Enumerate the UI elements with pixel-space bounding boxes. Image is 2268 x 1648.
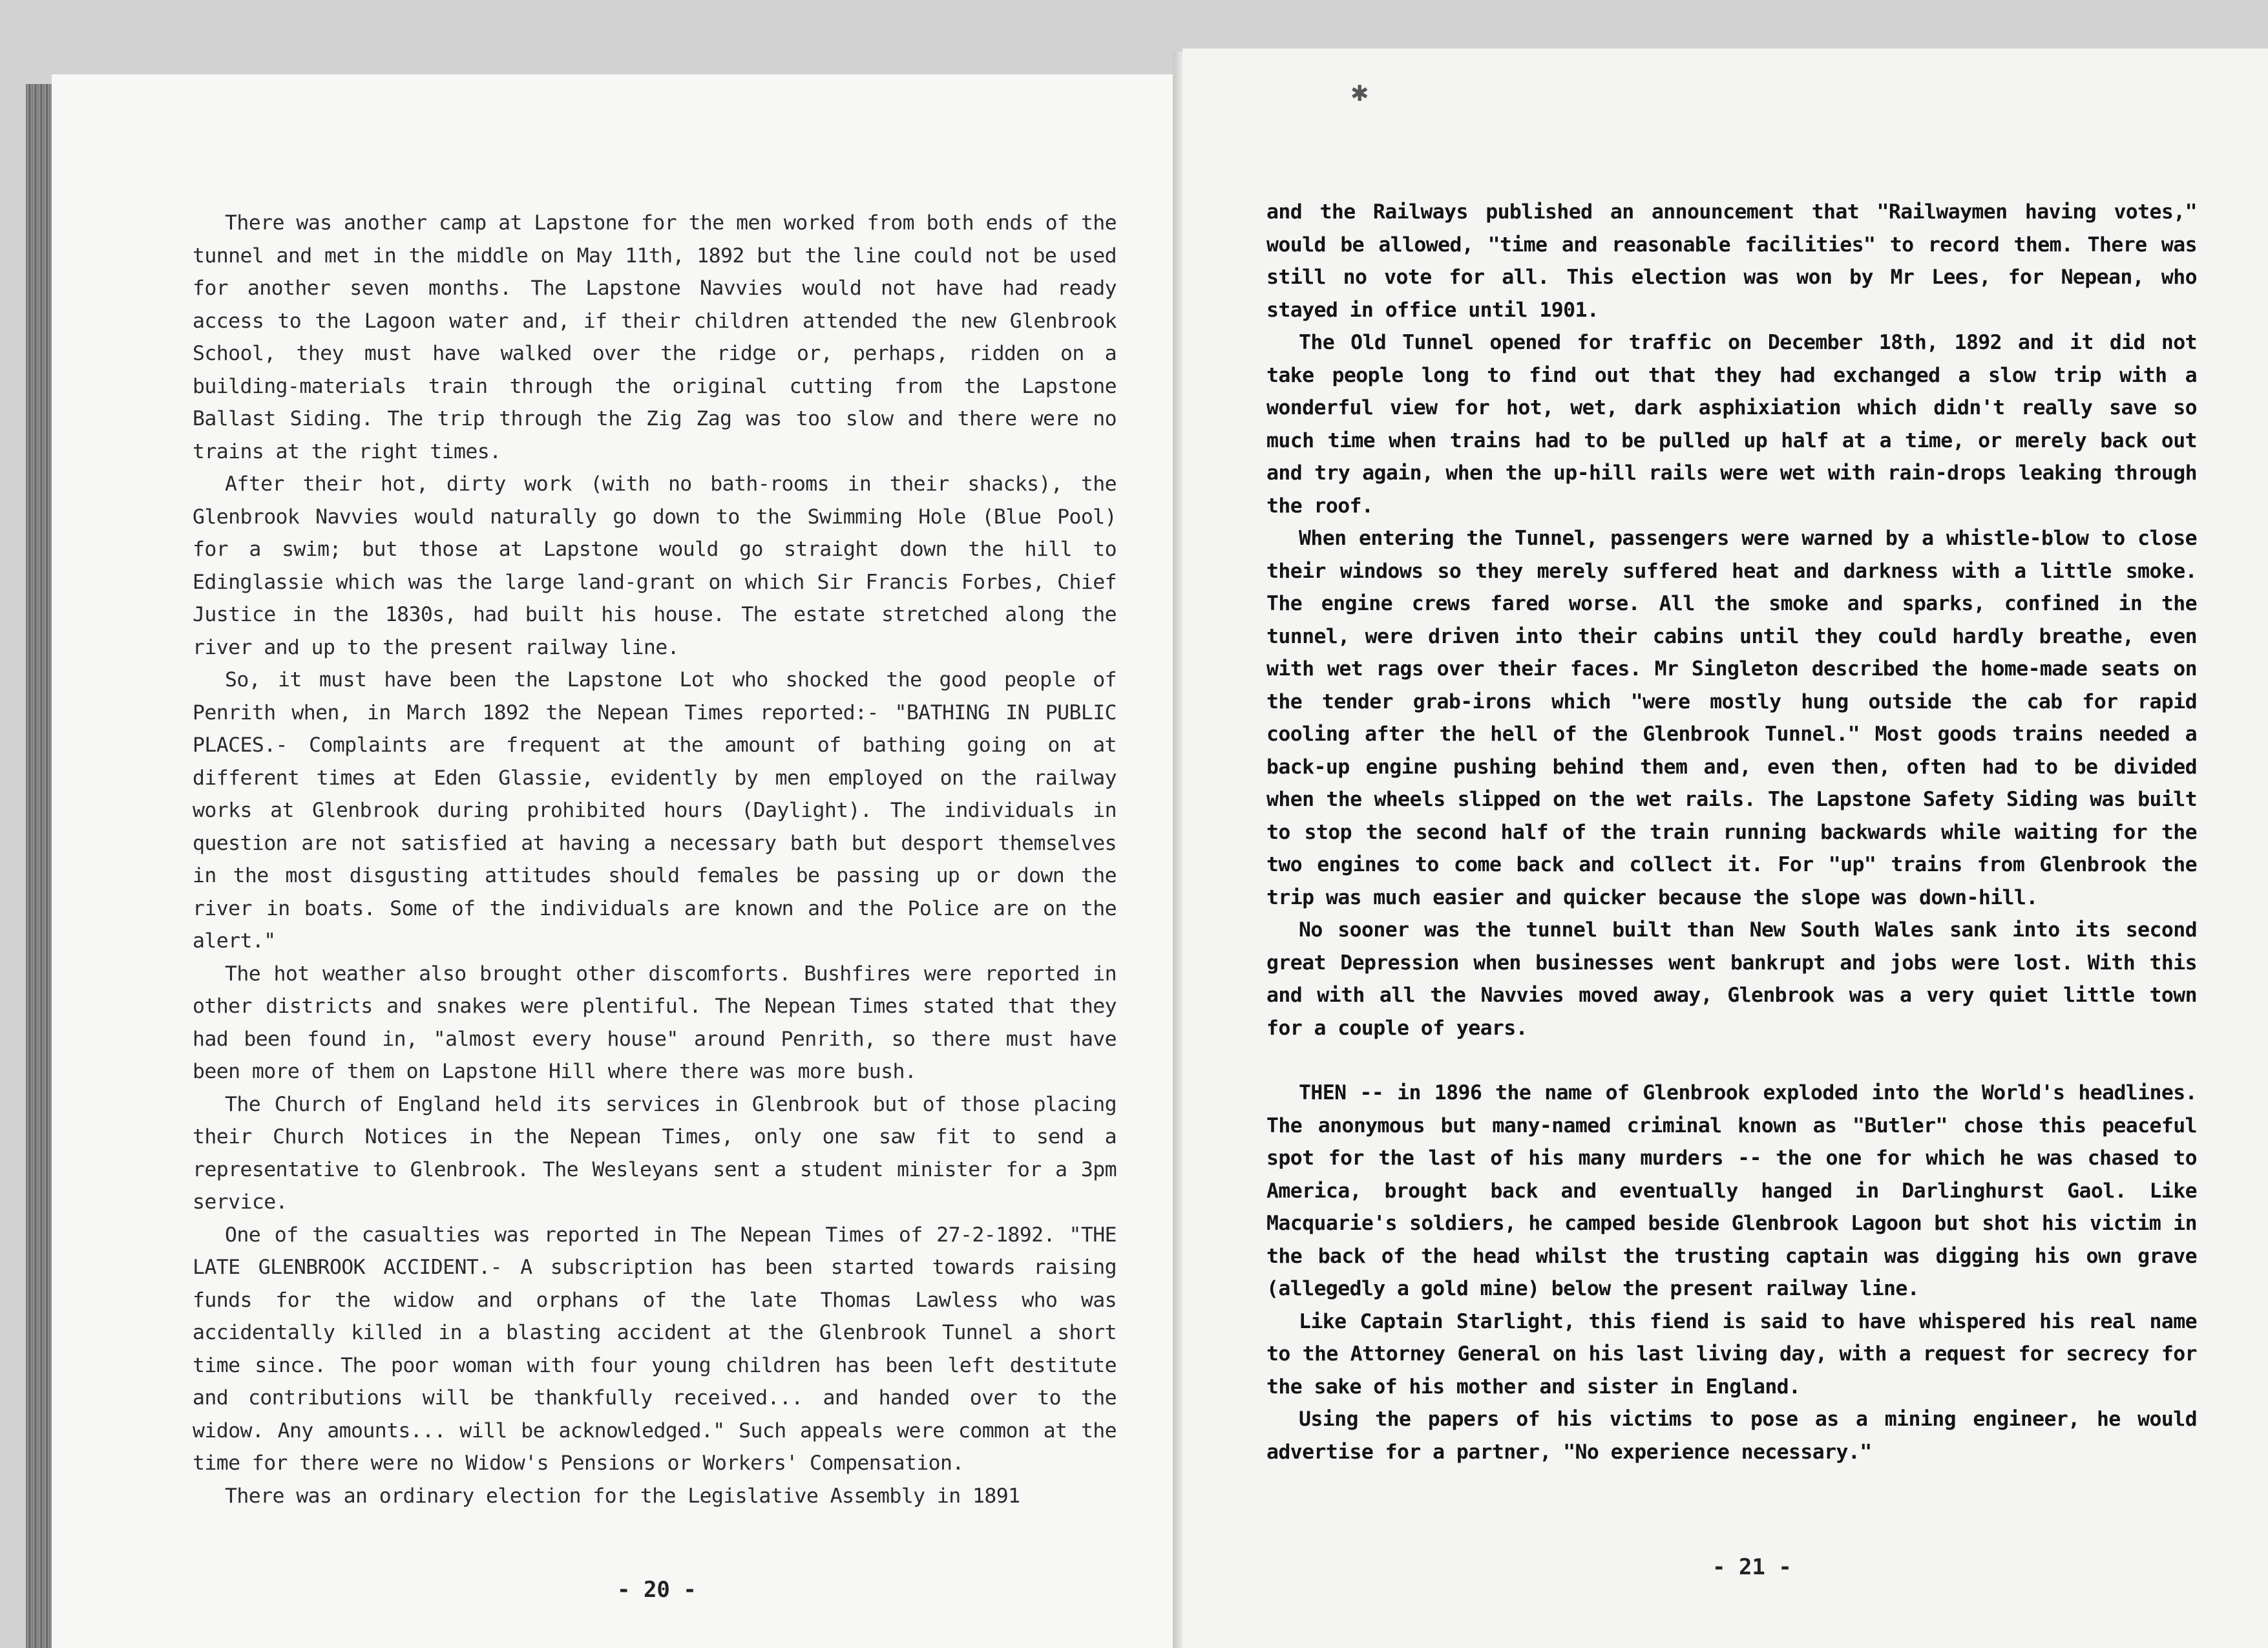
right-paragraph-3: When entering the Tunnel, passengers were warned by a whistle-blow to close their windows so they merely suffered heat and darkness with a little smoke. The engine crews fared worse. All the smoke and sparks, confined in the tunnel, were driven into their cabins until they could hardly breathe, even with wet rags over their faces. Mr Singleton described the home-made seats on the tender grab-irons which "were mostly hung outside the cab for rapid cooling after the hell of the Glenbrook Tunnel." Most goods trains needed a back-up engine pushing behind them and, even then, often had to be divided when the wheels slipped on the wet rails. The Lapstone Safety Siding was built to stop the second half of the train running backwards while waiting for the two engines to come back and collect it. For "up" trains from Glenbrook the trip was much easier and quicker because the slope was down-hill. bbox=[1266, 527, 2197, 909]
left-paragraph-2: After their hot, dirty work (with no bath-rooms in their shacks), the Glenbrook Navvies would naturally go down to the Swimming Hole (Blue Pool) for a swim; but those at Lapstone would go straight down the hill to Edinglassie which was the large land-grant on which Sir Francis Forbes, Chief Justice in the 1830s, had built his house. The estate stretched along the river and up to the present railway line. bbox=[193, 472, 1117, 659]
right-paragraph-1: and the Railways published an announcement that "Railwaymen having votes," would be allowed, "time and reasonable facilities" to record them. There was still no vote for all. This election was won by Mr Lees, for Nepean, who stayed in office until 1901. bbox=[1266, 200, 2197, 322]
page-number-left: - 20 - bbox=[617, 1577, 697, 1603]
page-number-right: - 21 - bbox=[1712, 1554, 1792, 1580]
ink-smudge-icon: ✱ bbox=[1350, 81, 1369, 107]
left-paragraph-1: There was another camp at Lapstone for the men worked from both ends of the tunnel and met in the middle on May 11th, 1892 but the line could not be used for another seven months. The Lapstone Navvies would not have had ready access to the Lagoon water and, if their children attended the new Glenbrook School, they must have walked over the ridge or, perhaps, ridden on a building-materials train through the original cutting from the Lapstone Ballast Siding. The trip through the Zig Zag was too slow and there were no trains at the right times. bbox=[193, 211, 1117, 463]
left-paragraph-4: The hot weather also brought other discomforts. Bushfires were reported in other districts and snakes were plentiful. The Nepean Times stated that they had been found in, "almost every house" around Penrith, so there must have been more of them on Lapstone Hill where there was more bush. bbox=[193, 962, 1117, 1083]
left-paragraph-7: There was an ordinary election for the Legislative Assembly in 1891 bbox=[225, 1484, 1020, 1508]
right-paragraph-6: Like Captain Starlight, this fiend is said to have whispered his real name to the Attorney General on his last living day, with a request for secrecy for the sake of his mother and sister in England. bbox=[1266, 1309, 2197, 1399]
right-paragraph-5: THEN -- in 1896 the name of Glenbrook exploded into the World's headlines. The anonymous but many-named criminal known as "Butler" chose this peaceful spot for the last of his many murders -- the one for which he was chased to America, brought back and eventually hanged in Darlinghurst Gaol. Like Macquarie's soldiers, he camped beside Glenbrook Lagoon but shot his victim in the back of the head whilst the trusting captain was digging his own grave (allegedly a gold mine) below the present railway line. bbox=[1266, 1081, 2197, 1300]
right-page-text bbox=[1266, 196, 2197, 1468]
left-paragraph-3: So, it must have been the Lapstone Lot who shocked the good people of Penrith when, in March 1892 the Nepean Times reported:- "BATHING IN PUBLIC PLACES.- Complaints are frequent at the amount of bathing going on at different times at Eden Glassie, evidently by men employed on the railway works at Glenbrook during prohibited hours (Daylight). The individuals in question are not satisfied at having a necessary bath but desport themselves in the most disgusting attitudes should females be passing up or down the river in boats. Some of the individuals are known and the Police are on the alert." bbox=[193, 668, 1117, 953]
right-paragraph-7: Using the papers of his victims to pose as a mining engineer, he would advertise for a partner, "No experience necessary." bbox=[1266, 1408, 2197, 1464]
left-paragraph-5: The Church of England held its services in Glenbrook but of those placing their Church Notices in the Nepean Times, only one saw fit to send a representative to Glenbrook. The Wesleyans sent a student minister for a 3pm service. bbox=[193, 1092, 1117, 1214]
right-paragraph-2: The Old Tunnel opened for traffic on December 18th, 1892 and it did not take people long to find out that they had exchanged a slow trip with a wonderful view for hot, wet, dark asphixiation which didn't really save so much time when trains had to be pulled up half at a time, or merely back out and try again, when the up-hill rails were wet with rain-drops leaking through the roof. bbox=[1266, 331, 2197, 518]
left-page bbox=[52, 74, 1179, 1648]
left-page-text bbox=[193, 207, 1117, 1512]
right-page bbox=[1182, 48, 2268, 1648]
right-paragraph-4: No sooner was the tunnel built than New South Wales sank into its second great Depression when businesses went bankrupt and jobs were lost. With this and with all the Navvies moved away, Glenbrook was a very quiet little town for a couple of years. bbox=[1266, 918, 2197, 1040]
left-paragraph-6: One of the casualties was reported in The Nepean Times of 27-2-1892. "THE LATE GLENBROOK ACCIDENT.- A subscription has been started towards raising funds for the widow and orphans of the late Thomas Lawless who was accidentally killed in a blasting accident at the Glenbrook Tunnel a short time since. The poor woman with four young children has been left destitute and contributions will be thankfully received... and handed over to the widow. Any amounts... will be acknowledged." Such appeals were common at the time for there were no Widow's Pensions or Workers' Compensation. bbox=[193, 1223, 1117, 1475]
